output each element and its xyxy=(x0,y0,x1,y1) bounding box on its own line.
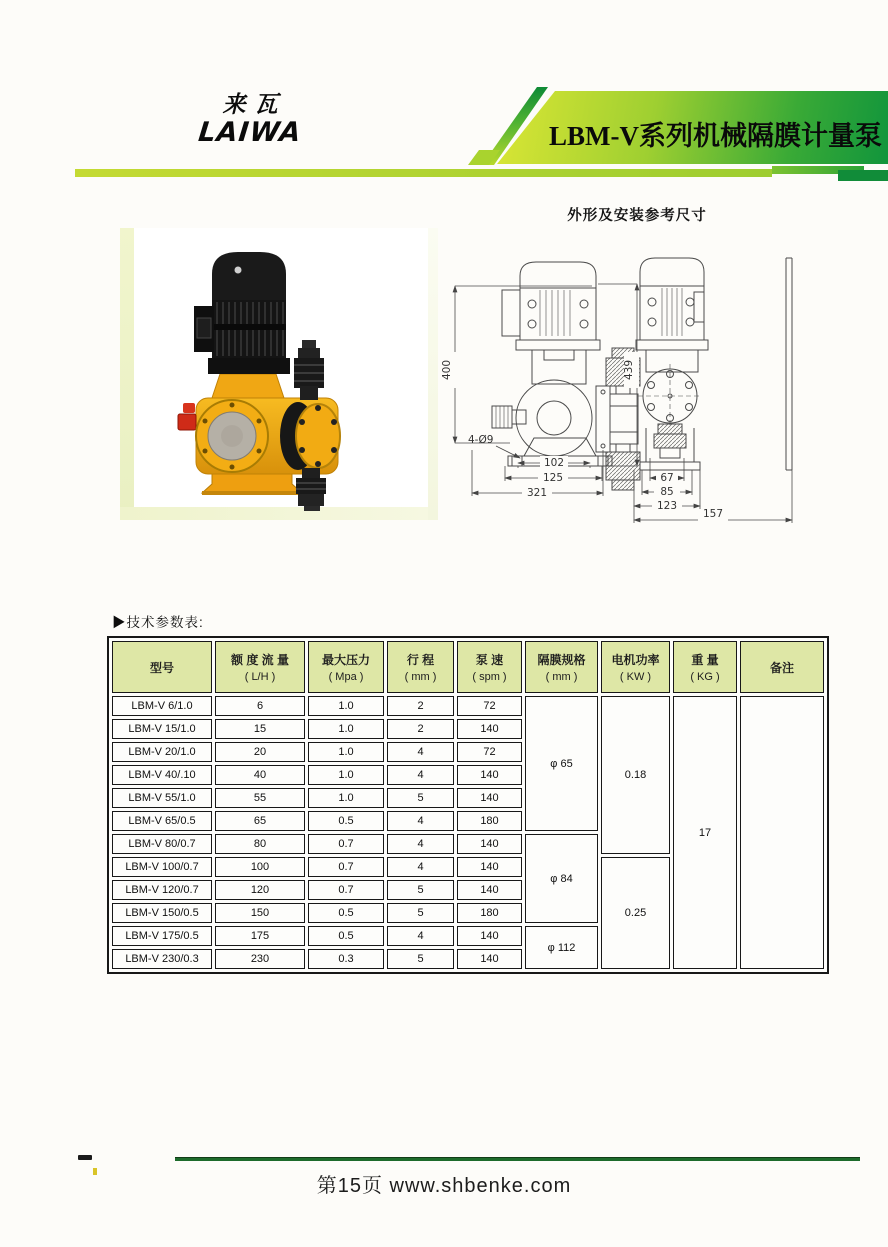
photo-panel-right-strip xyxy=(428,228,438,520)
pressure-cell: 0.7 xyxy=(308,857,384,877)
dim-157: 157 xyxy=(702,508,724,520)
model-cell: LBM-V 20/1.0 xyxy=(112,742,212,762)
header-rule-right xyxy=(838,170,888,181)
footer-rule xyxy=(175,1157,860,1161)
header-cell-4: 泵 速 ( spm ) xyxy=(457,641,522,693)
speed-cell: 140 xyxy=(457,926,522,946)
flow-cell: 20 xyxy=(215,742,305,762)
header-cell-7: 重 量 ( KG ) xyxy=(673,641,737,693)
dim-102: 102 xyxy=(543,457,565,469)
pump-product-photo xyxy=(152,240,362,512)
speed-cell: 72 xyxy=(457,696,522,716)
flow-cell: 40 xyxy=(215,765,305,785)
model-cell: LBM-V 100/0.7 xyxy=(112,857,212,877)
product-photo-panel xyxy=(120,228,438,520)
laiwa-logo xyxy=(183,94,317,146)
model-cell: LBM-V 120/0.7 xyxy=(112,880,212,900)
speed-cell: 140 xyxy=(457,719,522,739)
section-label: ▶技术参数表: xyxy=(112,615,204,630)
flow-cell: 6 xyxy=(215,696,305,716)
model-cell: LBM-V 55/1.0 xyxy=(112,788,212,808)
parameters-table xyxy=(107,636,829,974)
flow-cell: 150 xyxy=(215,903,305,923)
stroke-cell: 4 xyxy=(387,742,454,762)
weight-merged-cell: 17 xyxy=(673,696,737,969)
logo-chinese-text: 来瓦 xyxy=(222,92,287,118)
model-cell: LBM-V 6/1.0 xyxy=(112,696,212,716)
stroke-cell: 4 xyxy=(387,926,454,946)
header-cell-0: 型号 xyxy=(112,641,212,693)
pressure-cell: 0.7 xyxy=(308,880,384,900)
speed-cell: 140 xyxy=(457,788,522,808)
pressure-cell: 1.0 xyxy=(308,742,384,762)
pressure-cell: 1.0 xyxy=(308,719,384,739)
header-cell-8: 备注 xyxy=(740,641,824,693)
stroke-cell: 4 xyxy=(387,834,454,854)
speed-cell: 180 xyxy=(457,903,522,923)
stroke-cell: 2 xyxy=(387,696,454,716)
footer-dash-mark xyxy=(78,1155,92,1160)
table-row xyxy=(112,696,824,716)
flow-cell: 120 xyxy=(215,880,305,900)
model-cell: LBM-V 65/0.5 xyxy=(112,811,212,831)
dim-400: 400 xyxy=(441,359,453,381)
speed-cell: 72 xyxy=(457,742,522,762)
dim-439: 439 xyxy=(623,359,635,381)
header-cell-2: 最大压力 ( Mpa ) xyxy=(308,641,384,693)
dim-123: 123 xyxy=(656,500,678,512)
pressure-cell: 0.7 xyxy=(308,834,384,854)
flow-cell: 15 xyxy=(215,719,305,739)
speed-cell: 140 xyxy=(457,834,522,854)
diaphragm-merged-cell: φ 84 xyxy=(525,834,598,923)
remark-merged-cell xyxy=(740,696,824,969)
stroke-cell: 2 xyxy=(387,719,454,739)
pressure-cell: 1.0 xyxy=(308,765,384,785)
model-cell: LBM-V 230/0.3 xyxy=(112,949,212,969)
footer-page-label: 第15页 www.shbenke.com xyxy=(316,1175,572,1197)
diaphragm-merged-cell: φ 112 xyxy=(525,926,598,969)
pressure-cell: 1.0 xyxy=(308,696,384,716)
pressure-cell: 0.5 xyxy=(308,811,384,831)
dim-holes: 4-Ø9 xyxy=(468,434,494,446)
model-cell: LBM-V 15/1.0 xyxy=(112,719,212,739)
flow-cell: 230 xyxy=(215,949,305,969)
logo-latin-text: LAIWA xyxy=(196,117,304,148)
pressure-cell: 0.3 xyxy=(308,949,384,969)
model-cell: LBM-V 40/.10 xyxy=(112,765,212,785)
speed-cell: 140 xyxy=(457,765,522,785)
page-title: LBM-V系列机械隔膜计量泵 xyxy=(549,121,882,151)
dim-85: 85 xyxy=(660,486,674,498)
speed-cell: 180 xyxy=(457,811,522,831)
flow-cell: 55 xyxy=(215,788,305,808)
dim-321: 321 xyxy=(526,487,548,499)
pressure-cell: 1.0 xyxy=(308,788,384,808)
header-cell-6: 电机功率 ( KW ) xyxy=(601,641,670,693)
flow-cell: 65 xyxy=(215,811,305,831)
drawing-title: 外形及安装参考尺寸 xyxy=(567,208,707,224)
dimension-drawing xyxy=(440,200,888,530)
header-rule-left xyxy=(75,169,772,177)
stroke-cell: 5 xyxy=(387,788,454,808)
stroke-cell: 4 xyxy=(387,857,454,877)
speed-cell: 140 xyxy=(457,880,522,900)
dim-67: 67 xyxy=(660,472,674,484)
diaphragm-merged-cell: φ 65 xyxy=(525,696,598,831)
stroke-cell: 4 xyxy=(387,765,454,785)
model-cell: LBM-V 175/0.5 xyxy=(112,926,212,946)
header-cell-5: 隔膜规格 ( mm ) xyxy=(525,641,598,693)
stroke-cell: 5 xyxy=(387,880,454,900)
speed-cell: 140 xyxy=(457,949,522,969)
pressure-cell: 0.5 xyxy=(308,926,384,946)
table-header-row xyxy=(112,641,824,693)
model-cell: LBM-V 80/0.7 xyxy=(112,834,212,854)
pressure-cell: 0.5 xyxy=(308,903,384,923)
header-cell-1: 额 度 流 量 ( L/H ) xyxy=(215,641,305,693)
stroke-cell: 5 xyxy=(387,949,454,969)
dim-125: 125 xyxy=(542,472,564,484)
power-merged-cell: 0.18 xyxy=(601,696,670,854)
photo-panel-left-strip xyxy=(120,228,134,520)
flow-cell: 175 xyxy=(215,926,305,946)
flow-cell: 80 xyxy=(215,834,305,854)
speed-cell: 140 xyxy=(457,857,522,877)
stroke-cell: 5 xyxy=(387,903,454,923)
flow-cell: 100 xyxy=(215,857,305,877)
power-merged-cell: 0.25 xyxy=(601,857,670,969)
header-cell-3: 行 程 ( mm ) xyxy=(387,641,454,693)
stroke-cell: 4 xyxy=(387,811,454,831)
model-cell: LBM-V 150/0.5 xyxy=(112,903,212,923)
